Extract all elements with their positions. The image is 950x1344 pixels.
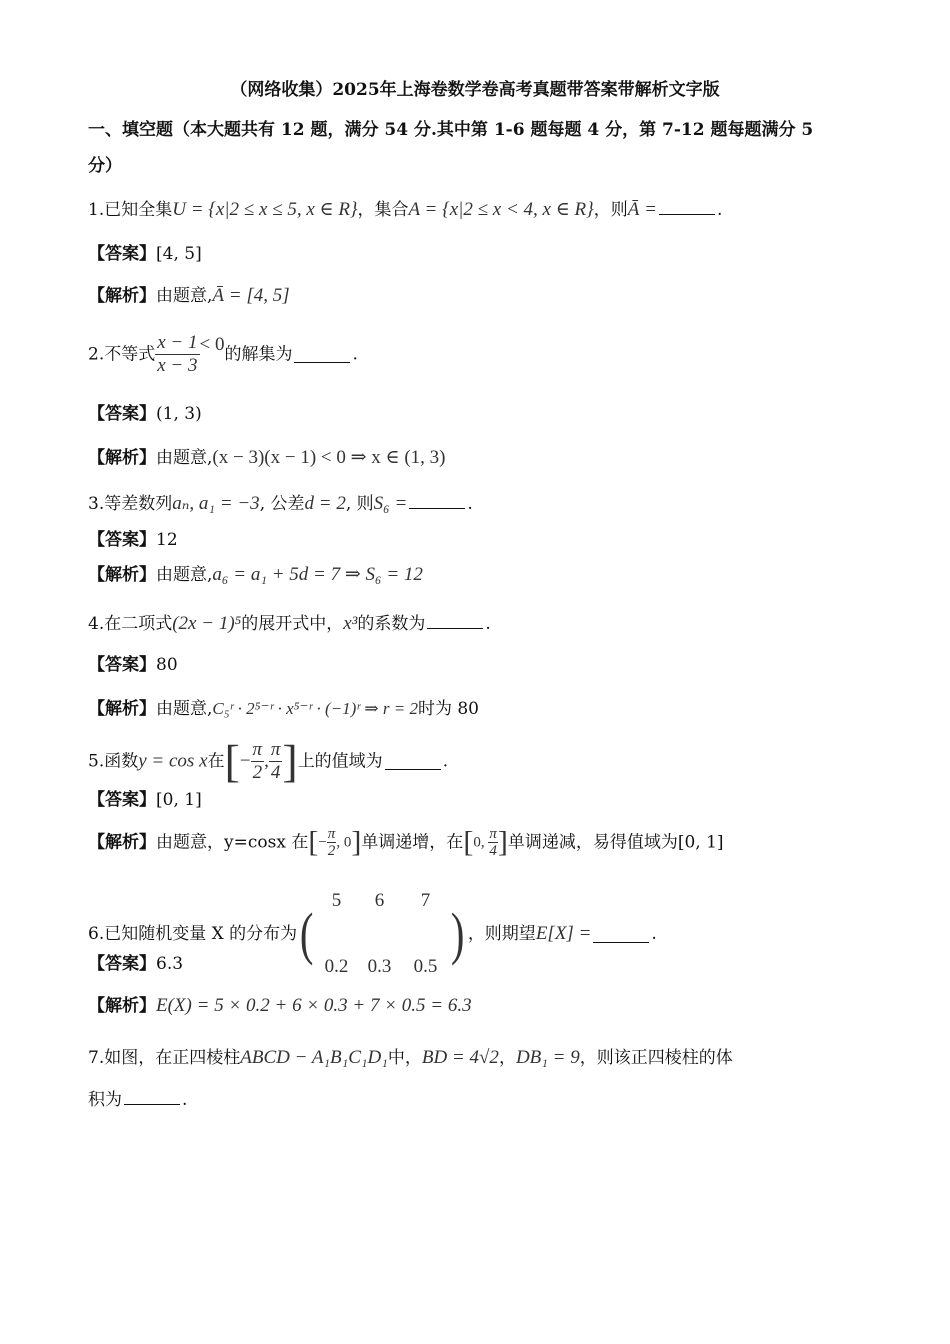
q2-math-after: < 0 xyxy=(199,333,225,355)
q5-bracket-left: [ xyxy=(224,735,240,787)
q5-end: . xyxy=(442,751,449,772)
q6-answer-label: 【答案】 xyxy=(88,954,156,974)
q2-fraction-denominator: x − 3 xyxy=(157,355,198,376)
q4-analysis-tail: 时为 80 xyxy=(417,699,479,719)
q6-prob-1: 0.2 xyxy=(324,956,349,977)
q6-distribution-matrix xyxy=(316,870,448,998)
q6-answer xyxy=(88,952,183,976)
q1-analysis xyxy=(88,284,290,308)
q5-analysis-bracket2-right: ] xyxy=(497,825,508,859)
q5-right-fraction xyxy=(269,739,283,784)
q5-analysis-mid2: 单调递减，易得值域为[0, 1] xyxy=(507,832,724,853)
q1-end: . xyxy=(716,200,723,220)
q7-text-b: 中， xyxy=(387,1048,422,1068)
q4-answer xyxy=(88,653,178,677)
q5-text-a: 函数 xyxy=(104,751,139,772)
q5-analysis-fraction1-den: 2 xyxy=(327,843,336,859)
section-heading-cont xyxy=(88,154,122,178)
q5-number: 5. xyxy=(88,751,105,772)
q4-text-c: 的系数为 xyxy=(357,614,426,634)
q5-right-denominator: 4 xyxy=(270,762,281,783)
q6-number: 6. xyxy=(88,924,105,944)
q5-left-denominator: 2 xyxy=(252,762,263,783)
q4-math-b: x³ xyxy=(343,613,358,634)
q6-value-2: 6 xyxy=(374,890,385,911)
q2-end: . xyxy=(352,344,358,365)
q3-math-b: d = 2 xyxy=(304,493,346,514)
q1-answer-value: [4, 5] xyxy=(156,244,202,264)
q3-answer-label: 【答案】 xyxy=(88,530,156,550)
q2-text-b: 的解集为 xyxy=(224,344,293,365)
q5-analysis xyxy=(88,822,724,863)
q4-analysis-math: C₅ʳ · 2⁵⁻ʳ · x⁵⁻ʳ · (−1)ʳ ⇒ r = 2 xyxy=(212,699,418,718)
q3-analysis-label: 【解析】 xyxy=(88,565,156,585)
q6-value-3: 7 xyxy=(420,890,431,911)
q1-analysis-math: Ā = [4, 5] xyxy=(212,285,290,306)
q7-math-a: ABCD − A₁B₁C₁D₁ xyxy=(240,1047,388,1068)
question-1 xyxy=(88,198,722,222)
question-3 xyxy=(88,492,473,516)
q2-analysis xyxy=(88,446,446,470)
q1-text-c: ，则 xyxy=(593,200,628,220)
q4-answer-label: 【答案】 xyxy=(88,655,156,675)
q5-math-a: y = cos x xyxy=(138,750,208,772)
q2-analysis-text: 由题意, xyxy=(156,448,213,468)
q3-analysis-math: a₆ = a₁ + 5d = 7 ⇒ S₆ = 12 xyxy=(212,564,423,585)
page-title: （网络收集）2025年上海卷数学卷高考真题带答案带解析文字版 xyxy=(230,80,720,100)
q4-math-a: (2x − 1)⁵ xyxy=(172,613,242,634)
question-4 xyxy=(88,612,491,636)
q4-answer-value: 80 xyxy=(156,655,178,675)
question-7-cont xyxy=(88,1088,187,1112)
q5-analysis-text: 由题意，y=cosx 在 xyxy=(156,832,309,853)
q1-answer-blank xyxy=(659,198,715,215)
q6-prob-2: 0.3 xyxy=(367,956,392,977)
q1-analysis-text: 由题意, xyxy=(156,286,213,306)
section-heading-line1: 一、填空题（本大题共有 12 题，满分 54 分.其中第 1-6 题每题 4 分，第 7-12 题每题满分 5 xyxy=(88,120,814,140)
q5-analysis-mid1: 单调递增，在 xyxy=(361,832,464,853)
q2-text-a: 不等式 xyxy=(104,344,156,365)
q5-analysis-zero2: 0, xyxy=(473,834,489,851)
q5-minus: − xyxy=(239,750,251,772)
q6-math-b: E[X] = xyxy=(535,923,592,944)
q3-text-b: , 公差 xyxy=(259,494,305,514)
q5-comma: , xyxy=(264,750,269,772)
question-2 xyxy=(88,332,358,377)
q5-analysis-bracket2-left: [ xyxy=(463,825,474,859)
q2-analysis-label: 【解析】 xyxy=(88,448,156,468)
q4-answer-blank xyxy=(427,612,483,629)
q1-answer-label: 【答案】 xyxy=(88,244,156,264)
q4-analysis-label: 【解析】 xyxy=(88,699,156,719)
q3-answer-blank xyxy=(409,492,465,509)
q5-right-numerator: π xyxy=(270,739,281,760)
q4-analysis xyxy=(88,697,479,721)
q1-text-b: ，集合 xyxy=(357,200,409,220)
q4-text-b: 的展开式中， xyxy=(241,614,344,634)
q7-answer-blank xyxy=(124,1088,180,1105)
q3-text-c: , 则 xyxy=(345,494,374,514)
q1-answer xyxy=(88,242,202,266)
q6-analysis-label: 【解析】 xyxy=(88,996,156,1016)
q3-answer-value: 12 xyxy=(156,530,178,550)
q5-analysis-fraction1 xyxy=(327,826,337,859)
q7-math-b: BD = 4√2 xyxy=(421,1047,499,1068)
q2-answer-value: (1, 3) xyxy=(156,404,202,424)
q6-paren-right: ) xyxy=(451,901,465,966)
q5-text-c: 上的值域为 xyxy=(297,751,383,772)
q5-analysis-fraction1-num: π xyxy=(327,826,336,842)
q3-number: 3. xyxy=(88,494,105,514)
q4-number: 4. xyxy=(88,614,105,634)
q5-left-fraction xyxy=(251,739,265,784)
q6-end: . xyxy=(651,924,657,944)
q5-left-numerator: π xyxy=(252,739,263,760)
q7-text-d: ，则该正四棱柱的体 xyxy=(579,1048,733,1068)
q7-number: 7. xyxy=(88,1048,105,1068)
q1-math-c: Ā = xyxy=(627,199,657,220)
q3-math-a: aₙ, a₁ = −3 xyxy=(172,493,260,514)
q6-value-1: 5 xyxy=(331,890,342,911)
q5-answer xyxy=(88,788,202,812)
q5-answer-blank xyxy=(385,753,441,770)
q4-end: . xyxy=(485,614,491,634)
q3-answer xyxy=(88,528,178,552)
q6-answer-blank xyxy=(593,926,649,943)
q6-prob-3: 0.5 xyxy=(413,956,438,977)
q2-answer-blank xyxy=(294,346,350,363)
section-heading-line2: 分） xyxy=(88,156,122,176)
q5-analysis-fraction2-num: π xyxy=(489,826,497,842)
q5-answer-value: [0, 1] xyxy=(156,790,202,810)
q1-number: 1. xyxy=(88,200,105,220)
q7-line2-text: 积为 xyxy=(88,1090,122,1110)
q1-text-a: 已知全集 xyxy=(104,200,173,220)
q3-analysis xyxy=(88,563,423,587)
q5-analysis-fraction2-den: 4 xyxy=(489,843,497,859)
q6-analysis-math: E(X) = 5 × 0.2 + 6 × 0.3 + 7 × 0.5 = 6.3 xyxy=(156,995,472,1016)
q6-analysis xyxy=(88,994,472,1018)
q7-text-a: 如图，在正四棱柱 xyxy=(104,1048,241,1068)
q3-analysis-text: 由题意, xyxy=(156,565,213,585)
q5-analysis-zero1: , 0 xyxy=(336,834,352,851)
q6-text-b: ，则期望 xyxy=(467,924,536,944)
q4-analysis-text: 由题意, xyxy=(156,699,213,719)
q5-text-b: 在 xyxy=(207,751,225,772)
q7-text-c: ， xyxy=(498,1048,516,1068)
q6-text-a: 已知随机变量 X 的分布为 xyxy=(104,924,298,944)
q2-answer-label: 【答案】 xyxy=(88,404,156,424)
q5-analysis-bracket1-left: [ xyxy=(308,825,319,859)
q6-paren-left: ( xyxy=(300,901,314,966)
q6-answer-value: 6.3 xyxy=(156,954,184,974)
q5-analysis-label: 【解析】 xyxy=(88,832,156,853)
q5-analysis-fraction2 xyxy=(488,826,498,859)
q1-math-b: A = {x|2 ≤ x < 4, x ∈ R} xyxy=(408,199,594,220)
q2-answer xyxy=(88,402,202,426)
q1-math-a: U = {x|2 ≤ x ≤ 5, x ∈ R} xyxy=(172,199,358,220)
q2-fraction-numerator: x − 1 xyxy=(157,332,198,353)
section-heading xyxy=(88,118,813,142)
q5-bracket-right: ] xyxy=(282,735,298,787)
q5-answer-label: 【答案】 xyxy=(88,790,156,810)
q2-number: 2. xyxy=(88,344,105,365)
q3-math-c: S₆ = xyxy=(373,493,408,514)
q4-text-a: 在二项式 xyxy=(104,614,173,634)
q2-fraction xyxy=(155,332,199,377)
q7-math-c: DB₁ = 9 xyxy=(515,1047,580,1068)
q5-analysis-bracket1-right: ] xyxy=(351,825,362,859)
q3-end: . xyxy=(467,494,473,514)
q3-text-a: 等差数列 xyxy=(104,494,173,514)
question-5 xyxy=(88,736,448,787)
question-6 xyxy=(88,870,657,998)
q7-end: . xyxy=(182,1090,188,1110)
q1-analysis-label: 【解析】 xyxy=(88,286,156,306)
q5-analysis-minus: − xyxy=(318,834,327,851)
question-7 xyxy=(88,1046,733,1070)
q2-analysis-math: (x − 3)(x − 1) < 0 ⇒ x ∈ (1, 3) xyxy=(212,447,446,468)
